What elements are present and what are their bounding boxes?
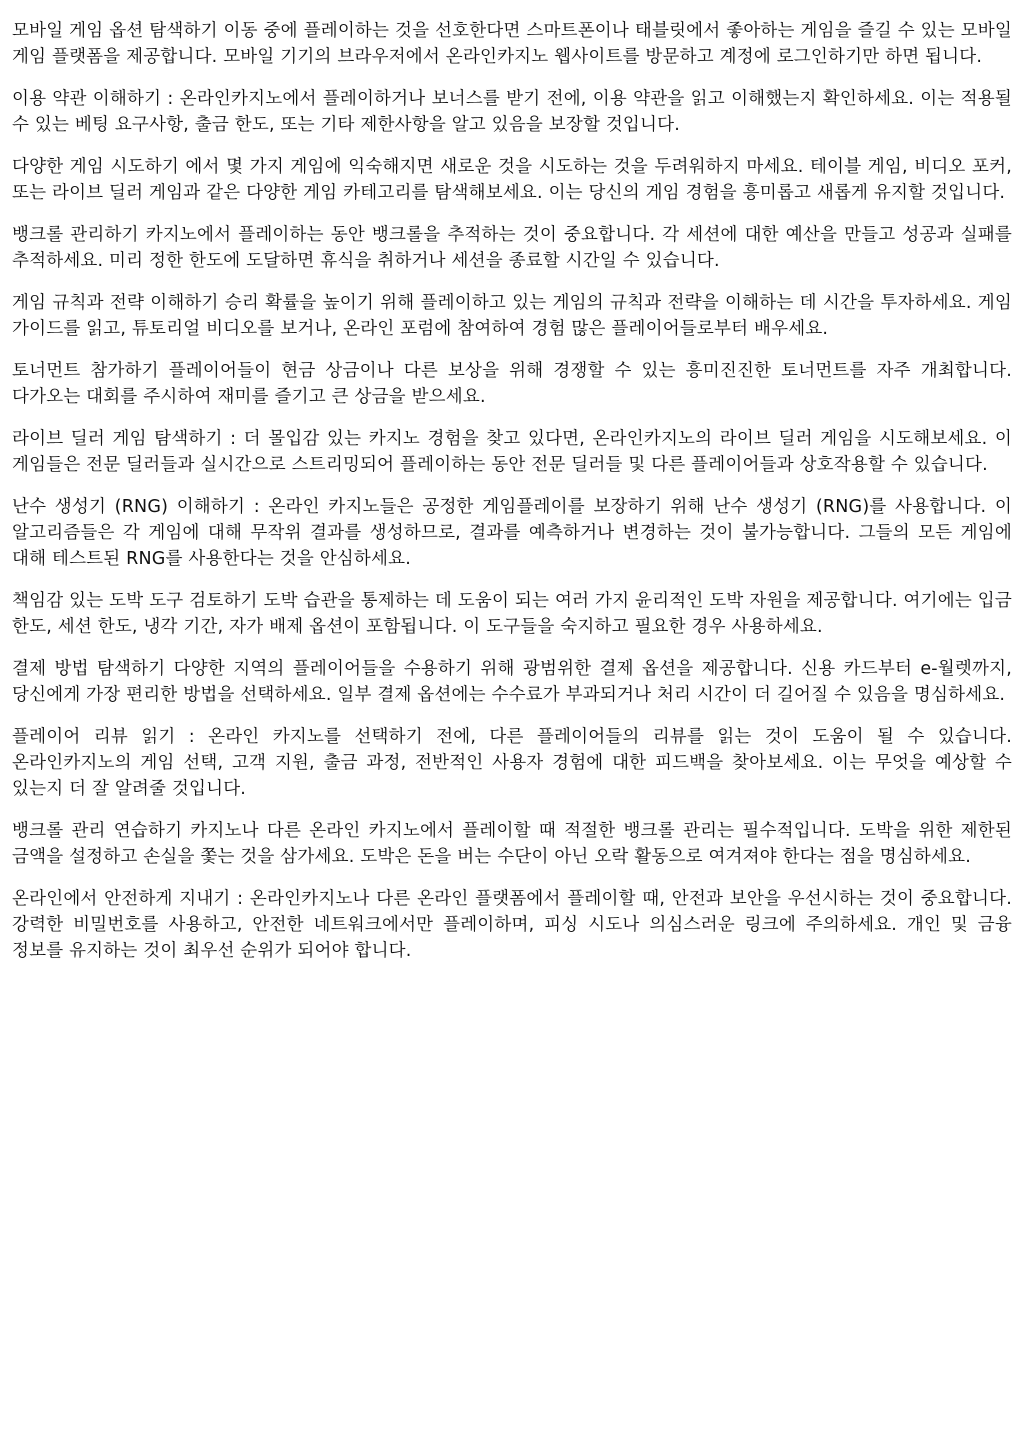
paragraph-responsible-gambling: 책임감 있는 도박 도구 검토하기 도박 습관을 통제하는 데 도움이 되는 여러 가지 윤리적인 도박 자원을 제공합니다. 여기에는 입금 한도, 세션 한도, 냉각 기간, 자가 배제 옵션이 포함됩니다. 이 도구들을 숙지하고 필요한 경우 사용하세요. <box>12 591 1012 637</box>
paragraph-rng: 난수 생성기 (RNG) 이해하기 : 온라인 카지노들은 공정한 게임플레이를 보장하기 위해 난수 생성기 (RNG)를 사용합니다. 이 알고리즘들은 각 게임에 대해 무작위 결과를 생성하므로, 결과를 예측하거나 변경하는 것이 불가능합니다. 그들의 모든 게임에 대해 테스트된 RNG를 사용한다는 것을 안심하세요. <box>12 497 1012 569</box>
paragraph-mobile-games: 모바일 게임 옵션 탐색하기 이동 중에 플레이하는 것을 선호한다면 스마트폰이나 태블릿에서 좋아하는 게임을 즐길 수 있는 모바일 게임 플랫폼을 제공합니다. 모바일 기기의 브라우저에서 온라인카지노 웹사이트를 방문하고 계정에 로그인하기만 하면 됩니다. <box>12 21 1012 67</box>
document-body <box>12 18 1012 980</box>
paragraph-bankroll-practice: 뱅크롤 관리 연습하기 카지노나 다른 온라인 카지노에서 플레이할 때 적절한 뱅크롤 관리는 필수적입니다. 도박을 위한 제한된 금액을 설정하고 손실을 쫓는 것을 삼가세요. 도박은 돈을 버는 수단이 아닌 오락 활동으로 여겨져야 한다는 점을 명심하세요. <box>12 821 1012 867</box>
paragraph-live-dealer: 라이브 딜러 게임 탐색하기 : 더 몰입감 있는 카지노 경험을 찾고 있다면, 온라인카지노의 라이브 딜러 게임을 시도해보세요. 이 게임들은 전문 딜러들과 실시간으로 스트리밍되어 플레이하는 동안 전문 딜러들 및 다른 플레이어들과 상호작용할 수 있습니다. <box>12 429 1012 475</box>
paragraph-player-reviews: 플레이어 리뷰 읽기 : 온라인 카지노를 선택하기 전에, 다른 플레이어들의 리뷰를 읽는 것이 도움이 될 수 있습니다. 온라인카지노의 게임 선택, 고객 지원, 출금 과정, 전반적인 사용자 경험에 대한 피드백을 찾아보세요. 이는 무엇을 예상할 수 있는지 더 잘 알려줄 것입니다. <box>12 727 1012 799</box>
paragraph-rules-strategy: 게임 규칙과 전략 이해하기 승리 확률을 높이기 위해 플레이하고 있는 게임의 규칙과 전략을 이해하는 데 시간을 투자하세요. 게임 가이드를 읽고, 튜토리얼 비디오를 보거나, 온라인 포럼에 참여하여 경험 많은 플레이어들로부터 배우세요. <box>12 293 1012 339</box>
paragraph-bankroll-management: 뱅크롤 관리하기 카지노에서 플레이하는 동안 뱅크롤을 추적하는 것이 중요합니다. 각 세션에 대한 예산을 만들고 성공과 실패를 추적하세요. 미리 정한 한도에 도달하면 휴식을 취하거나 세션을 종료할 시간일 수 있습니다. <box>12 225 1012 271</box>
paragraph-terms-of-use: 이용 약관 이해하기 : 온라인카지노에서 플레이하거나 보너스를 받기 전에, 이용 약관을 읽고 이해했는지 확인하세요. 이는 적용될 수 있는 베팅 요구사항, 출금 한도, 또는 기타 제한사항을 알고 있음을 보장할 것입니다. <box>12 89 1012 135</box>
paragraph-try-games: 다양한 게임 시도하기 에서 몇 가지 게임에 익숙해지면 새로운 것을 시도하는 것을 두려워하지 마세요. 테이블 게임, 비디오 포커, 또는 라이브 딜러 게임과 같은 다양한 게임 카테고리를 탐색해보세요. 이는 당신의 게임 경험을 흥미롭고 새롭게 유지할 것입니다. <box>12 157 1012 203</box>
paragraph-tournaments: 토너먼트 참가하기 플레이어들이 현금 상금이나 다른 보상을 위해 경쟁할 수 있는 흥미진진한 토너먼트를 자주 개최합니다. 다가오는 대회를 주시하여 재미를 즐기고 큰 상금을 받으세요. <box>12 361 1012 407</box>
paragraph-online-safety: 온라인에서 안전하게 지내기 : 온라인카지노나 다른 온라인 플랫폼에서 플레이할 때, 안전과 보안을 우선시하는 것이 중요합니다. 강력한 비밀번호를 사용하고, 안전한 네트워크에서만 플레이하며, 피싱 시도나 의심스러운 링크에 주의하세요. 개인 및 금융 정보를 유지하는 것이 최우선 순위가 되어야 합니다. <box>12 889 1012 961</box>
paragraph-payment-methods: 결제 방법 탐색하기 다양한 지역의 플레이어들을 수용하기 위해 광범위한 결제 옵션을 제공합니다. 신용 카드부터 e-월렛까지, 당신에게 가장 편리한 방법을 선택하세요. 일부 결제 옵션에는 수수료가 부과되거나 처리 시간이 더 길어질 수 있음을 명심하세요. <box>12 659 1012 705</box>
